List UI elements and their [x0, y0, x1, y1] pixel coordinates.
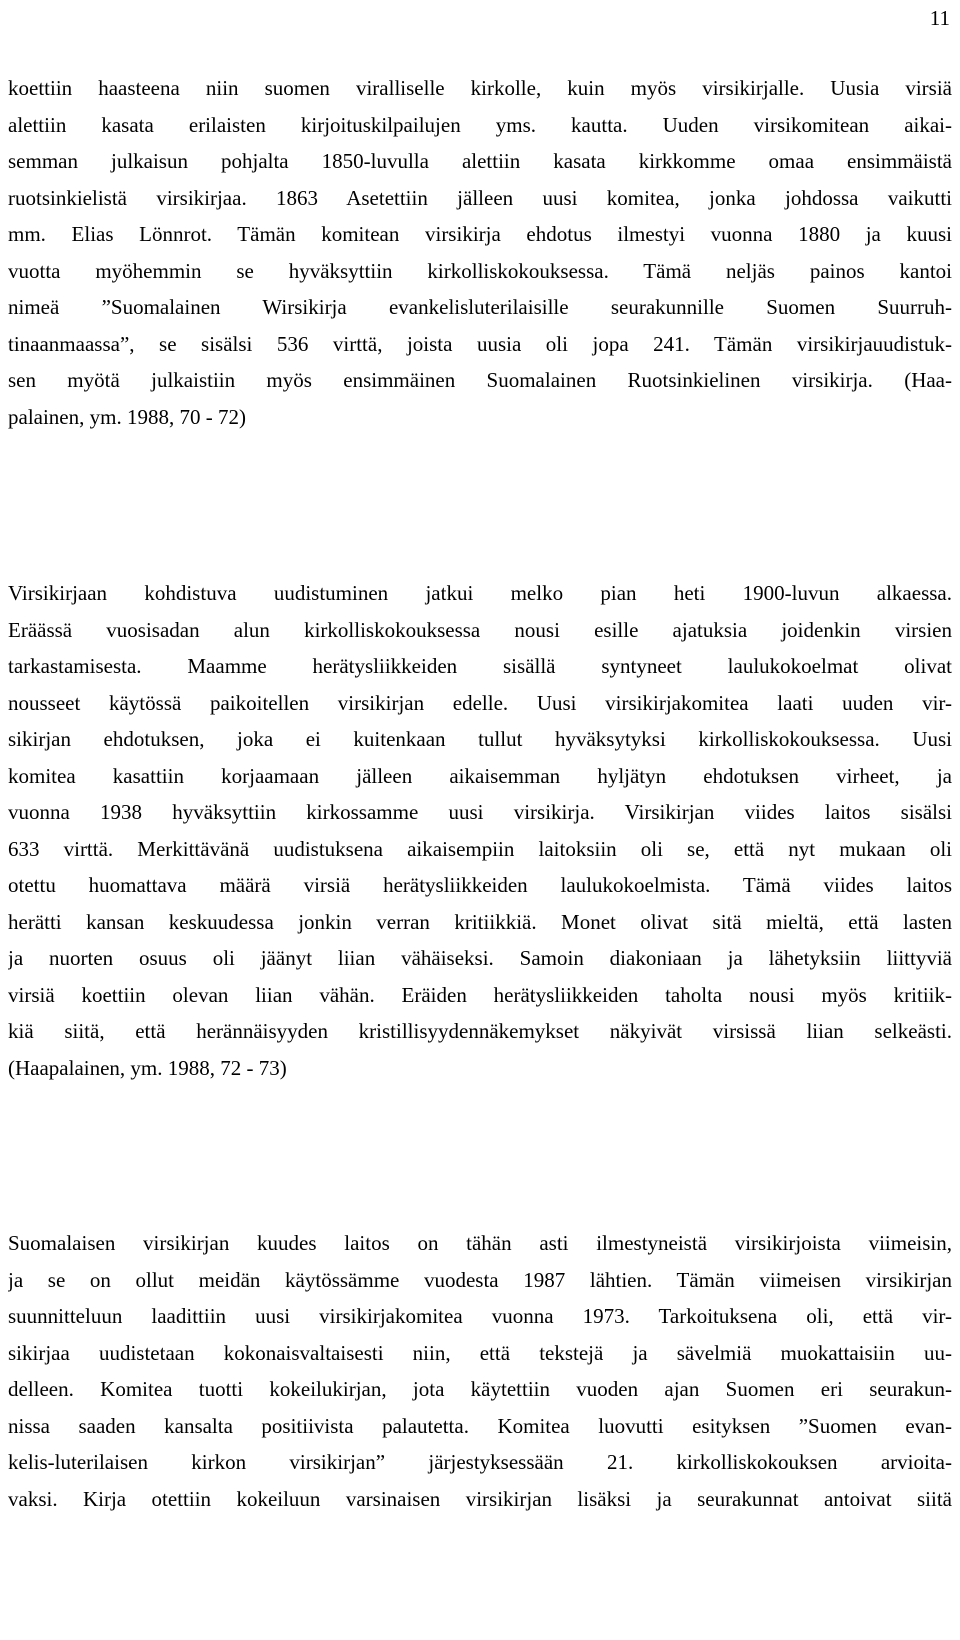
paragraph-line: sen myötä julkaistiin myös ensimmäinen Suomalainen Ruotsinkielinen virsikirja. (Haa-: [8, 368, 952, 392]
paragraph-line: otettu huomattava määrä virsiä herätysliikkeiden laulukokoelmista. Tämä viides laitos: [8, 873, 952, 897]
paragraph-line: vuonna 1938 hyväksyttiin kirkossamme uusi virsikirja. Virsikirjan viides laitos sisälsi: [8, 800, 952, 824]
paragraph-2: [8, 575, 952, 1086]
paragraph-line: sikirjan ehdotuksen, joka ei kuitenkaan tullut hyväksytyksi kirkolliskokouksessa. Uusi: [8, 727, 952, 751]
paragraph-line: komitea kasattiin korjaamaan jälleen aikaisemman hyljätyn ehdotuksen virheet, ja: [8, 763, 952, 788]
paragraph-line: mm. Elias Lönnrot. Tämän komitean virsikirja ehdotus ilmestyi vuonna 1880 ja kuusi: [8, 222, 952, 246]
paragraph-line: 633 virttä. Merkittävänä uudistuksena aikaisempiin laitoksiin oli se, että nyt mukaan oli: [8, 836, 952, 861]
paragraph-line: tarkastamisesta. Maamme herätysliikkeiden sisällä syntyneet laulukokoelmat olivat: [8, 654, 952, 678]
paragraph-line: delleen. Komitea tuotti kokeilukirjan, jota käytettiin vuoden ajan Suomen eri seurakun-: [8, 1377, 952, 1401]
paragraph-line: nimeä ”Suomalainen Wirsikirja evankelisluterilaisille seurakunnille Suomen Suurruh-: [8, 295, 952, 319]
paragraph-line: herätti kansan keskuudessa jonkin verran kritiikkiä. Monet olivat sitä mieltä, että lasten: [8, 909, 952, 934]
paragraph-line: ja nuorten osuus oli jäänyt liian vähäiseksi. Samoin diakoniaan ja lähetyksiin liittyviä: [8, 946, 952, 970]
paragraph-line: semman julkaisun pohjalta 1850-luvulla alettiin kasata kirkkomme omaa ensimmäistä: [8, 149, 952, 173]
paragraph-line: palainen, ym. 1988, 70 - 72): [8, 404, 246, 429]
paragraph-line: ruotsinkielistä virsikirjaa. 1863 Asetettiin jälleen uusi komitea, jonka johdossa vaikutti: [8, 185, 952, 210]
paragraph-line: kiä siitä, että herännäisyyden kristillisyydennäkemykset näkyivät virsissä liian selkeästi.: [8, 1019, 952, 1043]
paragraph-line: vuotta myöhemmin se hyväksyttiin kirkolliskokouksessa. Tämä neljäs painos kantoi: [8, 258, 952, 283]
paragraph-line: koettiin haasteena niin suomen viralliselle kirkolle, kuin myös virsikirjalle. Uusia virsiä: [8, 76, 952, 100]
page-number: 11: [929, 6, 950, 30]
paragraph-3: [8, 1225, 952, 1517]
paragraph-1: [8, 70, 952, 435]
paragraph-line: nousseet käytössä paikoitellen virsikirjan edelle. Uusi virsikirjakomitea laati uuden vir-: [8, 690, 952, 715]
paragraph-line: ja se on ollut meidän käytössämme vuodesta 1987 lähtien. Tämän viimeisen virsikirjan: [8, 1267, 952, 1292]
paragraph-line: sikirjaa uudistetaan kokonaisvaltaisesti niin, että tekstejä ja sävelmiä muokattaisiin uu-: [8, 1340, 952, 1365]
paragraph-line: Suomalaisen virsikirjan kuudes laitos on tähän asti ilmestyneistä virsikirjoista viimeisin,: [8, 1231, 952, 1255]
paragraph-line: vaksi. Kirja otettiin kokeiluun varsinaisen virsikirjan lisäksi ja seurakunnat antoivat siitä: [8, 1486, 952, 1511]
paragraph-line: virsiä koettiin olevan liian vähän. Eräiden herätysliikkeiden taholta nousi myös kritiik-: [8, 982, 952, 1007]
paragraph-line: alettiin kasata erilaisten kirjoituskilpailujen yms. kautta. Uuden virsikomitean aikai-: [8, 112, 952, 137]
paragraph-line: suunnitteluun laadittiin uusi virsikirjakomitea vuonna 1973. Tarkoituksena oli, että vir-: [8, 1304, 952, 1328]
paragraph-line: Virsikirjaan kohdistuva uudistuminen jatkui melko pian heti 1900-luvun alkaessa.: [8, 581, 952, 605]
paragraph-line: (Haapalainen, ym. 1988, 72 - 73): [8, 1055, 287, 1080]
paragraph-line: tinaanmaassa”, se sisälsi 536 virttä, joista uusia oli jopa 241. Tämän virsikirjauudistuk-: [8, 331, 952, 356]
paragraph-line: Eräässä vuosisadan alun kirkolliskokouksessa nousi esille ajatuksia joidenkin virsien: [8, 617, 952, 642]
paragraph-line: nissa saaden kansalta positiivista palautetta. Komitea luovutti esityksen ”Suomen evan-: [8, 1413, 952, 1438]
paragraph-line: kelis-luterilaisen kirkon virsikirjan” järjestyksessään 21. kirkolliskokouksen arvioita-: [8, 1450, 952, 1474]
